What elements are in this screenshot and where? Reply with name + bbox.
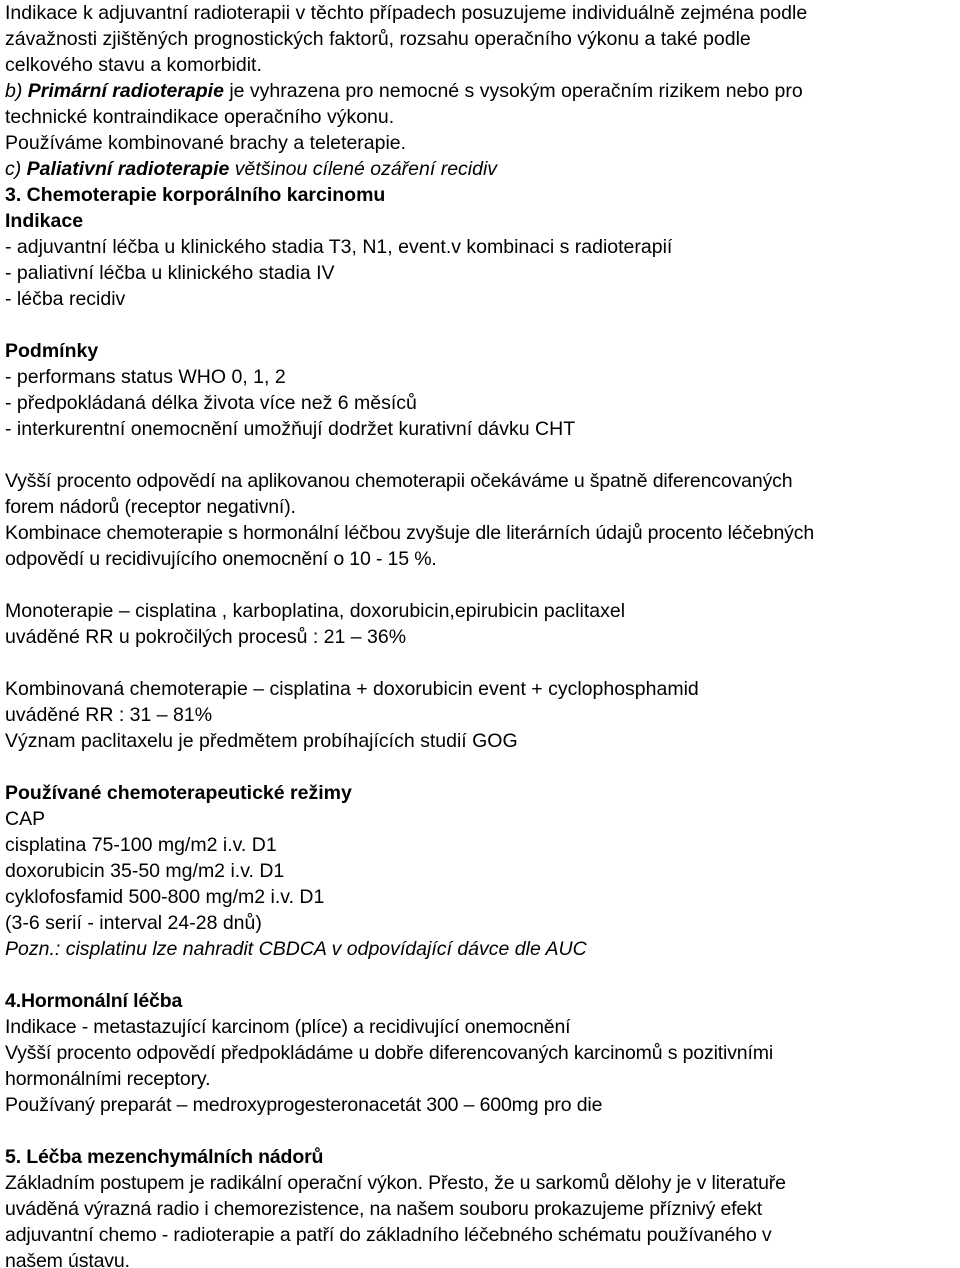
text-line: našem ústavu. [5,1250,130,1268]
list-item: cisplatina 75-100 mg/m2 i.v. D1 [5,834,277,856]
blank-line [5,572,952,598]
text-line: Indikace k adjuvantní radioterapii v těchto případech posuzujeme individuálně zejména podle [5,2,808,24]
regimen-name: CAP [5,808,46,830]
conditions-block [5,338,952,442]
text-line: technické kontraindikace operačního výkonu. [5,106,395,128]
term-palliative-radiotherapy: Paliativní radioterapie [26,158,230,180]
blank-line [5,442,952,468]
text-run: většinou cílené ozáření recidiv [229,158,498,180]
section-4-heading: 4.Hormonální léčba [5,990,183,1012]
blank-line [5,754,952,780]
text-line: Monoterapie – cisplatina , karboplatina, doxorubicin,epirubicin paclitaxel [5,600,626,622]
section-3 [5,182,952,312]
text-line: závažnosti zjištěných prognostických faktorů, rozsahu operačního výkonu a také podle [5,28,751,50]
list-item: - adjuvantní léčba u klinického stadia T3, N1, event.v kombinaci s radioterapií [5,236,673,258]
list-item: - paliativní léčba u klinického stadia IV [5,262,335,284]
blank-line [5,1118,952,1144]
primary-radiotherapy-paragraph [5,78,952,156]
text-line: Kombinovaná chemoterapie – cisplatina + doxorubicin event + cyclophosphamid [5,678,699,700]
text-line: odpovědí u recidivujícího onemocnění o 10 - 15 %. [5,548,437,570]
blank-line [5,650,952,676]
text-line: Používáme kombinované brachy a teleterapie. [5,132,407,154]
list-item: - předpokládaná délka života více než 6 měsíců [5,392,417,414]
combination-paragraph [5,676,952,754]
conditions-heading: Podmínky [5,340,99,362]
list-item: - performans status WHO 0, 1, 2 [5,366,286,388]
indications-heading: Indikace [5,210,84,232]
blank-line [5,312,952,338]
text-line: Indikace - metastazující karcinom (plíce) a recidivující onemocnění [5,1016,571,1038]
text-line [5,156,952,182]
list-item: - léčba recidiv [5,288,126,310]
text-run: je vyhrazena pro nemocné s vysokým operačním rizikem nebo pro [223,80,803,102]
section-4 [5,988,952,1118]
palliative-radiotherapy-paragraph [5,156,952,182]
list-item: - interkurentní onemocnění umožňují dodržet kurativní dávku CHT [5,418,576,440]
section-5 [5,1144,952,1268]
list-item: cyklofosfamid 500-800 mg/m2 i.v. D1 [5,886,325,908]
text-line [5,78,952,104]
list-item: doxorubicin 35-50 mg/m2 i.v. D1 [5,860,285,882]
text-line: celkového stavu a komorbidit. [5,54,262,76]
list-item: (3-6 serií - interval 24-28 dnů) [5,912,262,934]
text-line: Základním postupem je radikální operační výkon. Přesto, že u sarkomů dělohy je v literatuře [5,1172,786,1194]
text-line: uváděné RR u pokročilých procesů : 21 – 36% [5,626,407,648]
text-line: Vyšší procento odpovědí na aplikovanou chemoterapii očekáváme u špatně diferencovaných [5,470,793,492]
text-line: Kombinace chemoterapie s hormonální léčbou zvyšuje dle literárních údajů procento léčebných [5,522,815,544]
response-paragraph [5,468,952,572]
text-line: forem nádorů (receptor negativní). [5,496,296,518]
regimens-block [5,780,952,962]
blank-line [5,962,952,988]
regimens-note: Pozn.: cisplatinu lze nahradit CBDCA v odpovídající dávce dle AUC [5,938,587,960]
list-marker: c) [5,158,27,180]
monotherapy-paragraph [5,598,952,650]
text-line: uváděná výrazná radio i chemorezistence, na našem souboru prokazujeme příznivý efekt [5,1198,762,1220]
term-primary-radiotherapy: Primární radioterapie [27,80,224,102]
regimens-heading: Používané chemoterapeutické režimy [5,782,352,804]
text-line: Používaný preparát – medroxyprogesteronacetát 300 – 600mg pro die [5,1094,603,1116]
text-line: adjuvantní chemo - radioterapie a patří do základního léčebného schématu používaného v [5,1224,772,1246]
text-line: Význam paclitaxelu je předmětem probíhajících studií GOG [5,730,518,752]
section-5-heading: 5. Léčba mezenchymálních nádorů [5,1146,324,1168]
list-marker: b) [5,80,28,102]
text-line: Vyšší procento odpovědí předpokládáme u dobře diferencovaných karcinomů s pozitivními [5,1042,774,1064]
text-line: uváděné RR : 31 – 81% [5,704,213,726]
intro-paragraph [5,0,952,78]
text-line: hormonálními receptory. [5,1068,211,1090]
section-3-heading: 3. Chemoterapie korporálního karcinomu [5,184,386,206]
